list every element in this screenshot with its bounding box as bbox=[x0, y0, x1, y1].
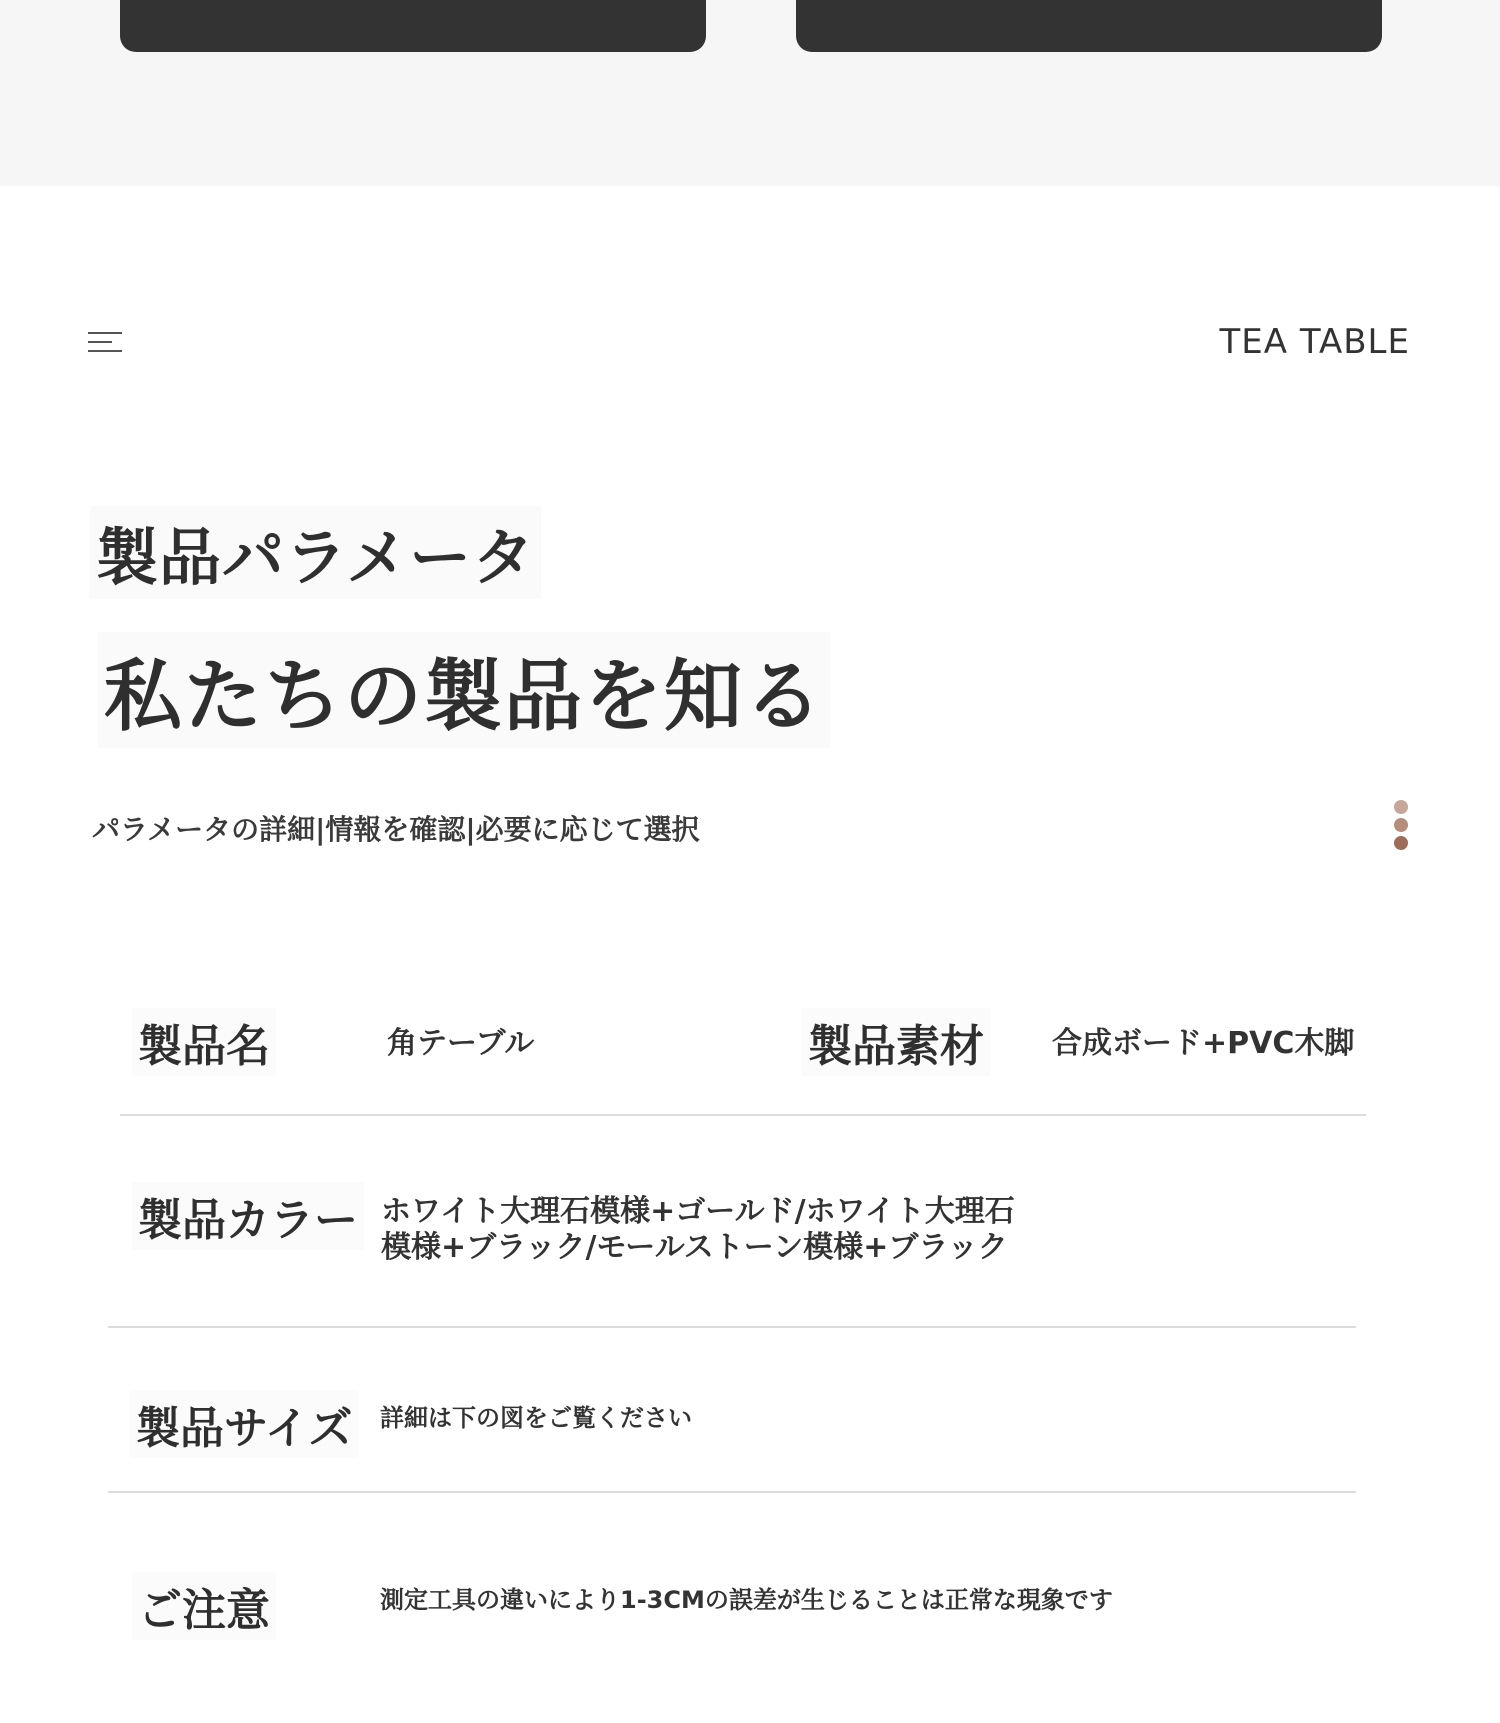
note-label: ご注意 bbox=[132, 1572, 276, 1640]
product-material-label: 製品素材 bbox=[802, 1008, 990, 1076]
menu-line bbox=[88, 341, 112, 343]
menu-line bbox=[88, 332, 122, 334]
product-material-value: 合成ボード+PVC木脚 bbox=[1052, 1026, 1355, 1061]
dot bbox=[1394, 818, 1408, 832]
brand-label: TEA TABLE bbox=[1219, 322, 1410, 362]
note-value: 測定工具の違いにより1-3CMの誤差が生じることは正常な現象です bbox=[380, 1586, 1113, 1614]
product-color-value-line: 模様+ブラック/モールストーン模様+ブラック bbox=[381, 1230, 1008, 1265]
dark-card-left[interactable] bbox=[120, 0, 706, 52]
menu-line bbox=[88, 350, 122, 352]
product-name-label: 製品名 bbox=[132, 1008, 276, 1076]
top-banner-band bbox=[0, 0, 1500, 186]
section-subtitle: パラメータの詳細|情報を確認|必要に応じて選択 bbox=[92, 813, 700, 846]
product-size-label: 製品サイズ bbox=[130, 1390, 358, 1458]
section-title: 製品パラメータ bbox=[90, 506, 541, 599]
row-divider bbox=[108, 1491, 1356, 1493]
dot bbox=[1394, 800, 1408, 814]
menu-icon[interactable] bbox=[88, 332, 122, 354]
product-name-value: 角テーブル bbox=[387, 1026, 535, 1061]
section-heading: 私たちの製品を知る bbox=[98, 632, 830, 748]
row-divider bbox=[120, 1114, 1366, 1116]
product-color-value bbox=[381, 1194, 1031, 1266]
product-size-value: 詳細は下の図をご覧ください bbox=[380, 1404, 692, 1432]
more-dots-icon[interactable] bbox=[1394, 800, 1408, 852]
product-color-value-line: ホワイト大理石模様+ゴールド/ホワイト大理石 bbox=[381, 1194, 1015, 1229]
dark-card-right[interactable] bbox=[796, 0, 1382, 52]
product-color-label: 製品カラー bbox=[132, 1182, 364, 1250]
row-divider bbox=[108, 1326, 1356, 1328]
dot bbox=[1394, 836, 1408, 850]
